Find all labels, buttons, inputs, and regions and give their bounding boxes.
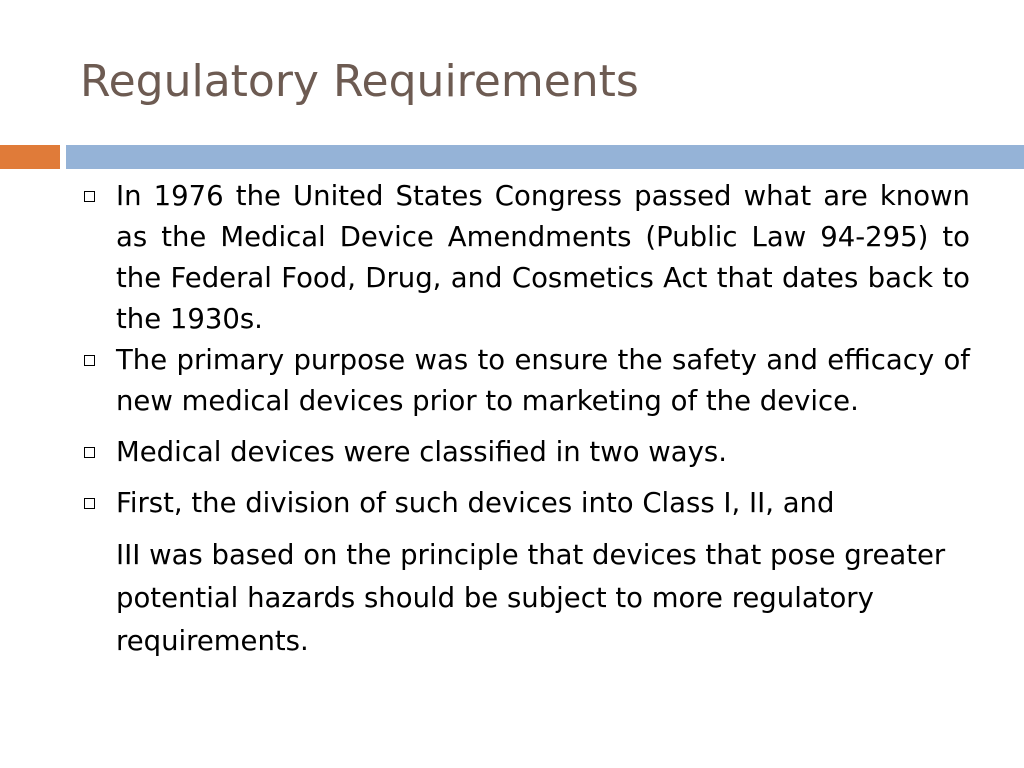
slide-title: Regulatory Requirements <box>80 56 639 107</box>
bullet-text: Medical devices were classified in two ways. <box>116 436 727 468</box>
accent-bar-orange <box>0 145 60 169</box>
square-bullet-icon <box>84 355 95 366</box>
accent-bar-blue <box>66 145 1024 169</box>
square-bullet-icon <box>84 191 95 202</box>
square-bullet-icon <box>84 498 95 509</box>
bullet-continuation-text: III was based on the principle that devices that pose greater potential hazards should be subject to more regulatory requirements. <box>116 539 946 657</box>
bullet-text: First, the division of such devices into Class I, II, and <box>116 487 835 519</box>
bullet-text: In 1976 the United States Congress passed what are known as the Medical Device Amendments (Public Law 94-295) to the Federal Food, Drug, and Cosmetics Act that dates back to the 1930s. <box>116 180 970 335</box>
bullet-item-class-division <box>82 483 970 663</box>
bullet-list <box>82 176 970 663</box>
square-bullet-icon <box>84 447 95 458</box>
bullet-item-classification <box>82 432 970 473</box>
bullet-item-1976-amendments <box>82 176 970 340</box>
bullet-text: The primary purpose was to ensure the safety and efficacy of new medical devices prior to marketing of the device. <box>116 344 970 417</box>
bullet-item-primary-purpose <box>82 340 970 422</box>
